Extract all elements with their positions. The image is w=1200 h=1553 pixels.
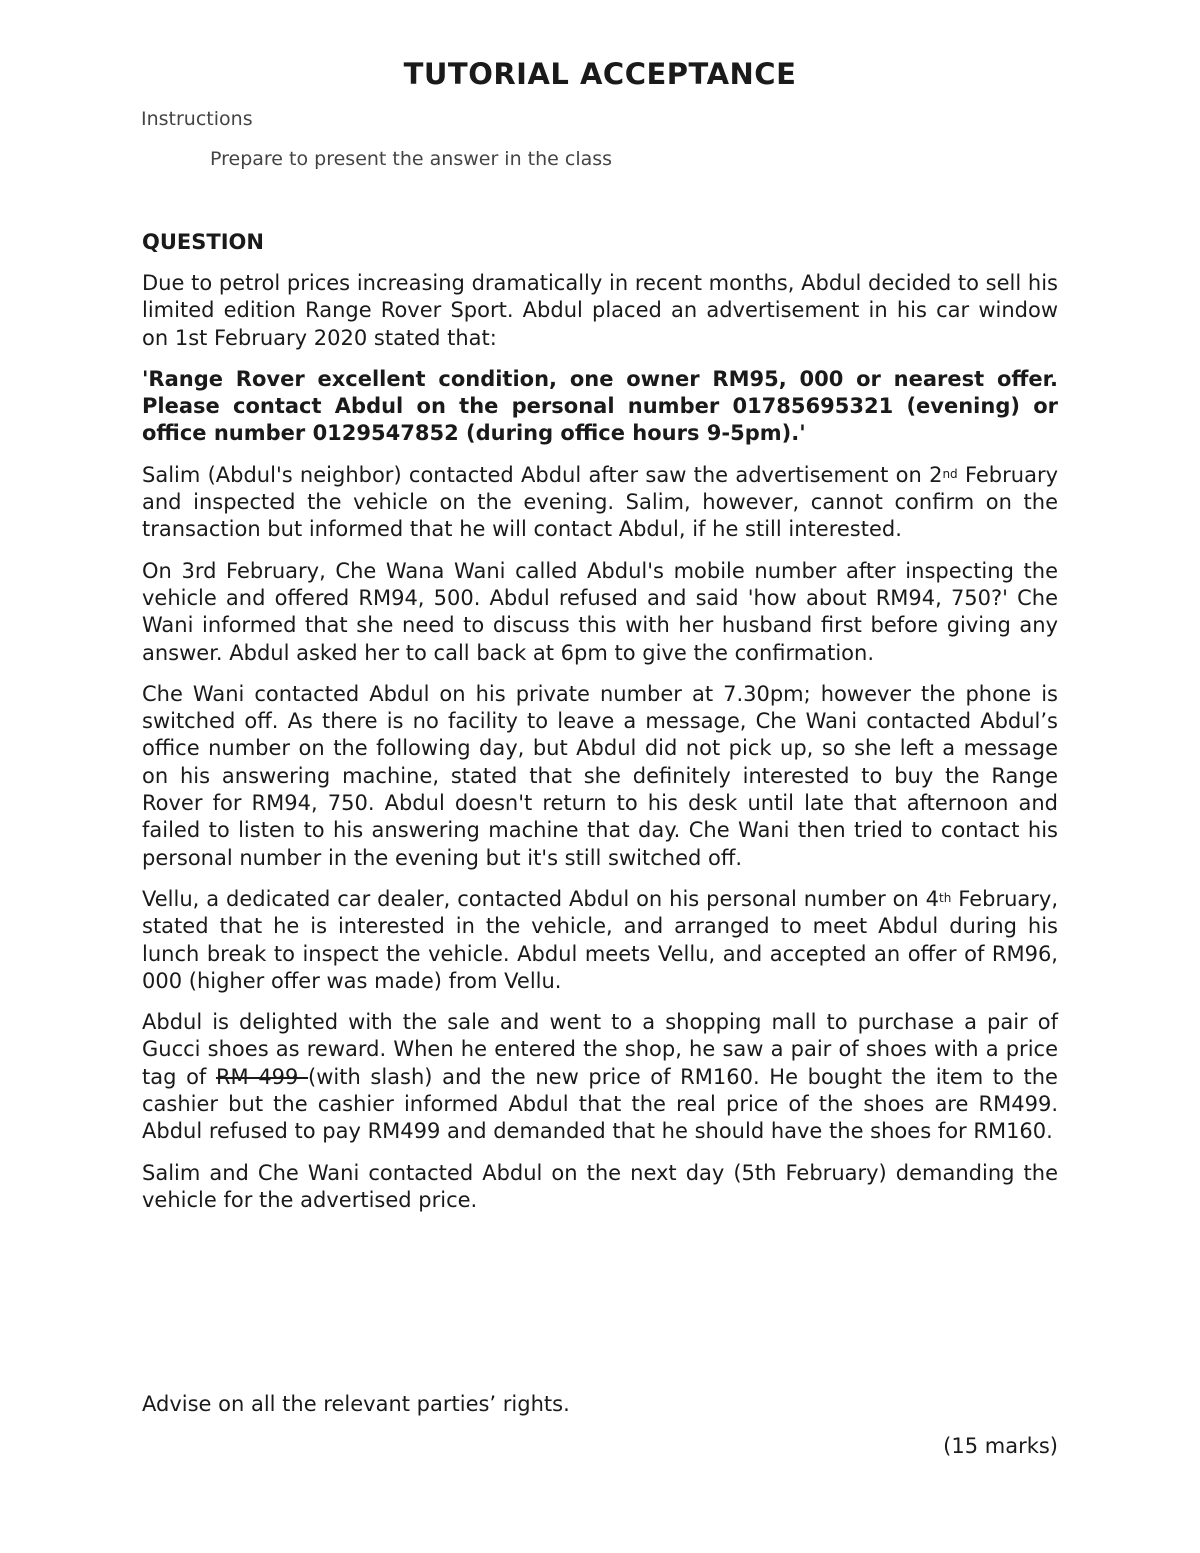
struck-price: RM 499 — [215, 1064, 309, 1089]
question-heading: QUESTION — [142, 230, 264, 254]
ordinal-suffix: nd — [942, 466, 958, 481]
instructions-text: Prepare to present the answer in the class — [210, 148, 613, 170]
advertisement-quote: 'Range Rover excellent condition, one owner RM95, 000 or nearest offer. Please contact Abdul on the personal number 01785695321 (evening) or office number 0129547852 (during office hours 9-5pm).' — [142, 366, 1058, 446]
paragraph-salim-text-a: Salim (Abdul's neighbor) contacted Abdul after saw the advertisement on 2 — [142, 462, 943, 487]
paragraph-gucci-shoes — [142, 1009, 1058, 1145]
marks-allocation: (15 marks) — [943, 1434, 1058, 1458]
question-body — [142, 270, 1058, 1228]
paragraph-intro: Due to petrol prices increasing dramatically in recent months, Abdul decided to sell his limited edition Range Rover Sport. Abdul placed an advertisement in his car window on 1st February 2020 stated that: — [142, 271, 1058, 350]
paragraph-vellu — [142, 886, 1058, 995]
paragraph-salim — [142, 462, 1058, 544]
paragraph-vellu-text-a: Vellu, a dedicated car dealer, contacted Abdul on his personal number on 4 — [142, 886, 940, 911]
task-instruction: Advise on all the relevant parties’ rights. — [142, 1392, 570, 1416]
paragraph-salim-text-b: February and inspected the vehicle on the evening. Salim, however, cannot confirm on the transaction but informed that he will contact Abdul, if he still interested. — [142, 462, 1059, 542]
paragraph-demand: Salim and Che Wani contacted Abdul on the next day (5th February) demanding the vehicle for the advertised price. — [142, 1160, 1058, 1212]
paragraph-gucci-text-b: (with slash) and the new price of RM160. He bought the item to the cashier but the cashier informed Abdul that the real price of the shoes are RM499. Abdul refused to pay RM499 and demanded that he should have the shoes for RM160. — [142, 1064, 1058, 1144]
ordinal-suffix: th — [939, 890, 952, 905]
paragraph-che-wani-acceptance: Che Wani contacted Abdul on his private number at 7.30pm; however the phone is switched off. As there is no facility to leave a message, Che Wani contacted Abdul’s office number on the following day, but Abdul did not pick up, so she left a message on his answering machine, stated that she definitely interested to buy the Range Rover for RM94, 750. Abdul doesn't return to his desk until late that afternoon and failed to listen to his answering machine that day. Che Wani then tried to contact his personal number in the evening but it's still switched off. — [142, 681, 1058, 870]
paragraph-gucci-text-a: Abdul is delighted with the sale and went to a shopping mall to purchase a pair of Gucci shoes as reward. When he entered the shop, he saw a pair of shoes with a price tag of — [142, 1010, 1058, 1089]
paragraph-che-wani-offer: On 3rd February, Che Wana Wani called Abdul's mobile number after inspecting the vehicle and offered RM94, 500. Abdul refused and said 'how about RM94, 750?' Che Wani informed that she need to discuss this with her husband first before giving any answer. Abdul asked her to call back at 6pm to give the confirmation. — [142, 558, 1058, 665]
paragraph-vellu-text-b: February, stated that he is interested in the vehicle, and arranged to meet Abdul during his lunch break to inspect the vehicle. Abdul meets Vellu, and accepted an offer of RM96, 000 (higher offer was made) from Vellu. — [142, 886, 1058, 993]
instructions-label: Instructions — [141, 108, 253, 130]
page-title: TUTORIAL ACCEPTANCE — [403, 57, 797, 91]
